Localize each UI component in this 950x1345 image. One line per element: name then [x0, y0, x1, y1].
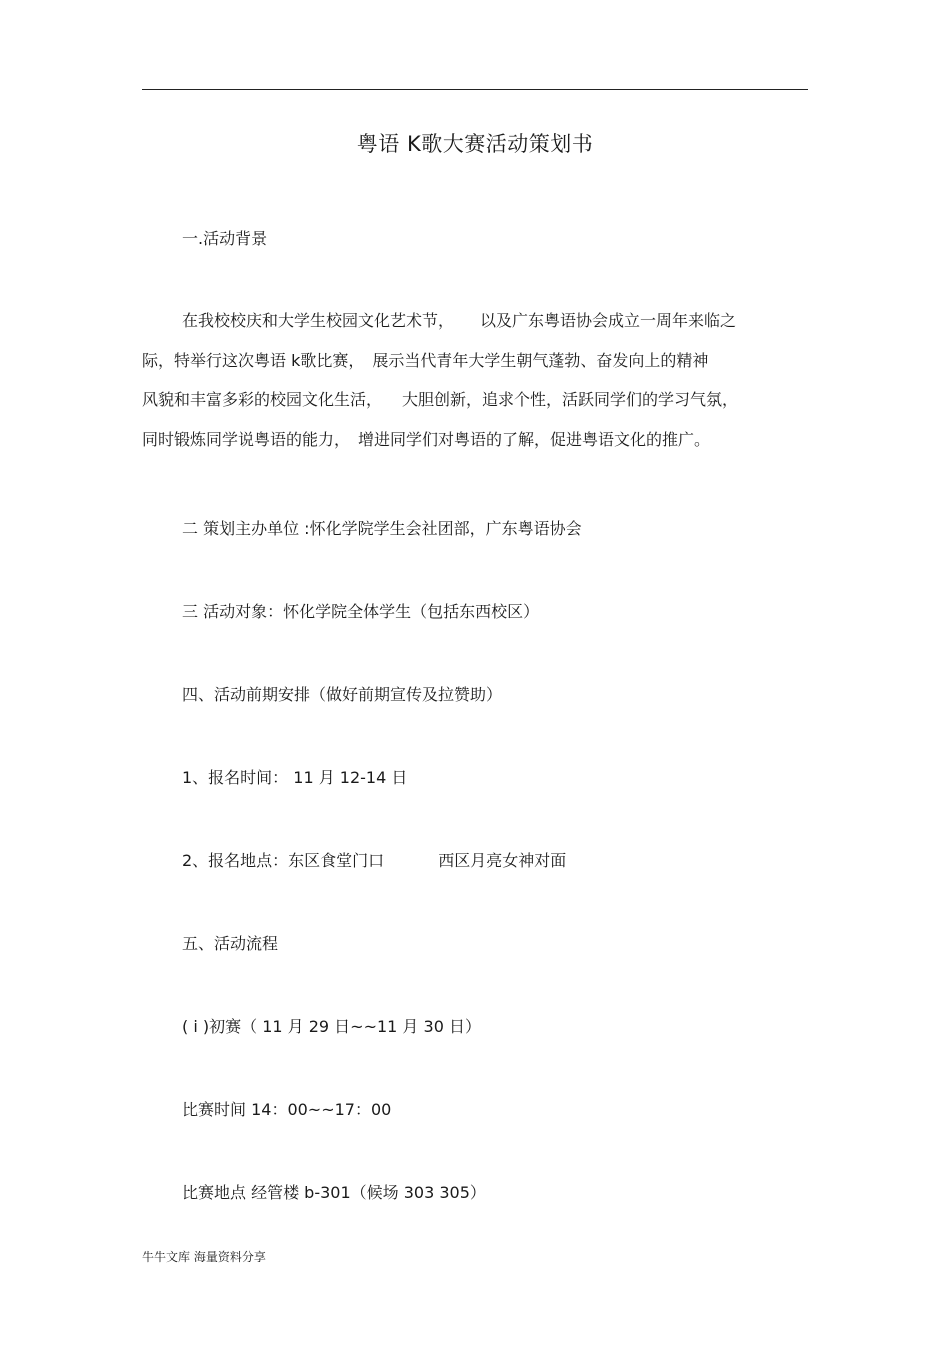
- paragraph-line: [142, 311, 808, 351]
- document-title: 粤语 K歌大赛活动策划书: [356, 132, 594, 156]
- registration-place-west: 西区月亮女神对面: [438, 851, 567, 870]
- paragraph-line: [142, 351, 808, 391]
- paragraph-segment: 际，特举行这次粤语 k歌比赛，: [142, 350, 365, 370]
- section-organizer: 二 策划主办单位 :怀化学院学生会社团部，广东粤语协会: [182, 519, 582, 538]
- registration-place: [182, 851, 566, 871]
- registration-place-east: 2、报名地点：东区食堂门口: [182, 851, 385, 870]
- section-preparation: 四、活动前期安排（做好前期宣传及拉赞助）: [182, 685, 503, 704]
- header-rule: [142, 89, 808, 90]
- paragraph-segment: 大胆创新，追求个性，活跃同学们的学习气氛，: [402, 390, 739, 409]
- paragraph-line: [142, 430, 808, 470]
- section-heading-background: 一.活动背景: [182, 229, 268, 248]
- match-time: 比赛时间 14：00~~17：00: [182, 1100, 392, 1119]
- section-procedure: 五、活动流程: [182, 934, 279, 953]
- paragraph-segment: 在我校校庆和大学生校园文化艺术节，: [182, 311, 455, 330]
- paragraph-segment: 以及广东粤语协会成立一周年来临之: [480, 311, 737, 330]
- paragraph-line: [142, 390, 808, 430]
- paragraph-segment: 同时锻炼同学说粤语的能力，: [142, 429, 351, 449]
- preliminary-round: ( i )初赛（ 11 月 29 日~~11 月 30 日）: [182, 1017, 481, 1036]
- registration-time: 1、报名时间： 11 月 12-14 日: [182, 768, 408, 787]
- paragraph-segment: 展示当代青年大学生朝气蓬勃、奋发向上的精神: [372, 350, 709, 370]
- background-paragraph: [142, 311, 808, 469]
- match-place: 比赛地点 经管楼 b-301（候场 303 305）: [182, 1183, 486, 1202]
- paragraph-segment: 增进同学们对粤语的了解，促进粤语文化的推广。: [358, 429, 711, 449]
- page-footer: 牛牛文库 海量资料分享: [142, 1250, 266, 1264]
- paragraph-segment: 风貌和丰富多彩的校园文化生活，: [142, 390, 383, 409]
- section-audience: 三 活动对象：怀化学院全体学生（包括东西校区）: [182, 602, 540, 621]
